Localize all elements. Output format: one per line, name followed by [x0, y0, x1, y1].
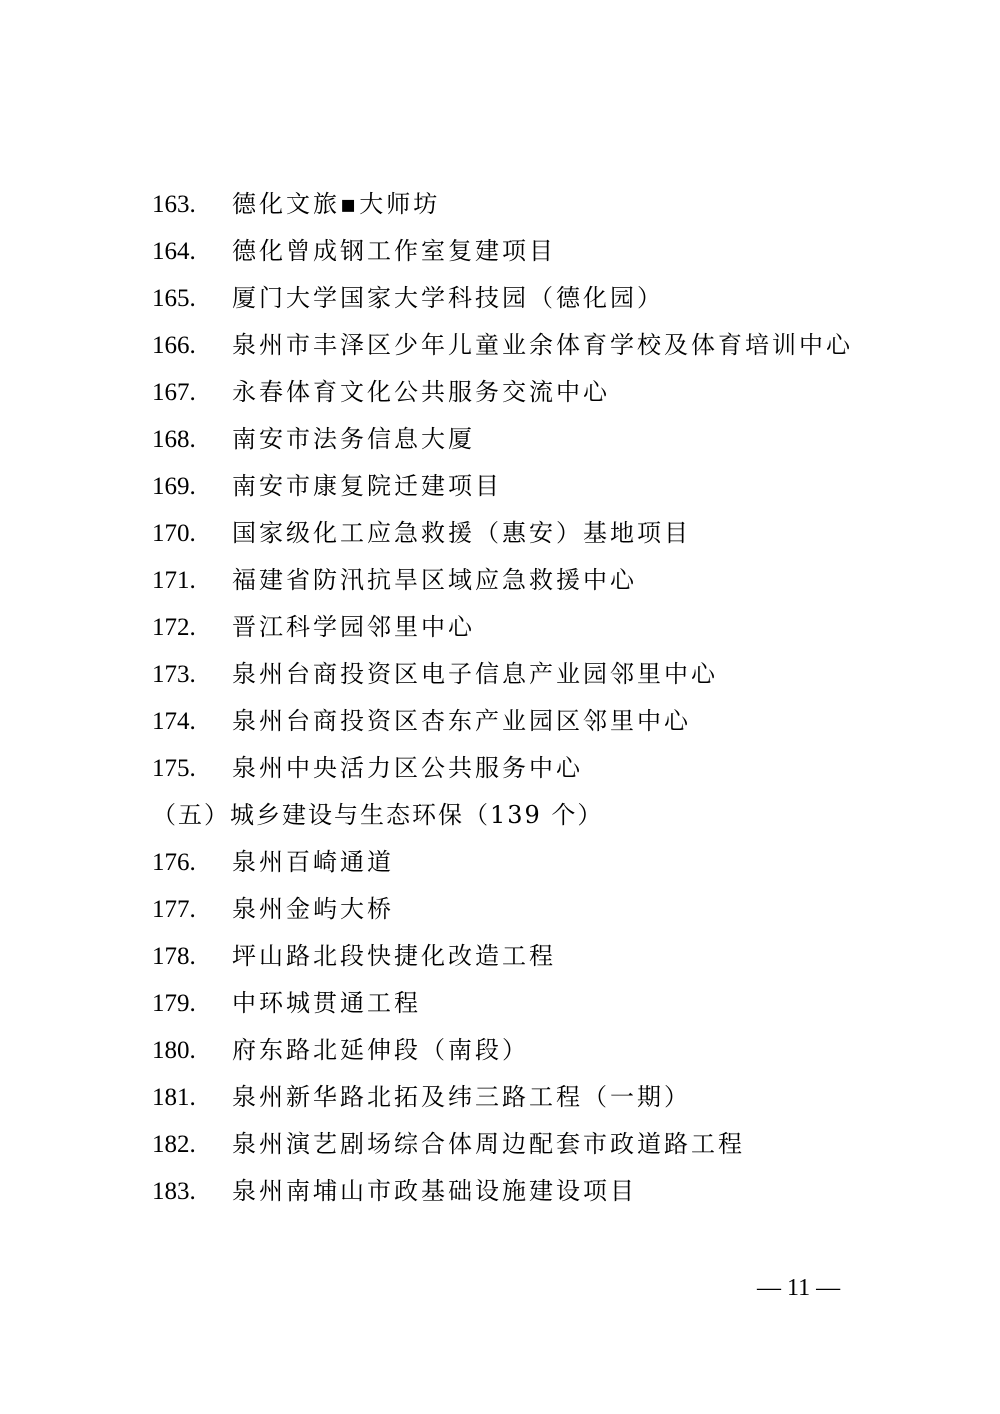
item-text: 德化曾成钢工作室复建项目 [232, 237, 556, 265]
list-item [152, 839, 952, 886]
list-item [152, 557, 952, 604]
item-text: 中环城贯通工程 [232, 989, 421, 1017]
list-item [152, 1168, 952, 1215]
item-text: 晋江科学园邻里中心 [232, 613, 475, 641]
list-item [152, 510, 952, 557]
item-number: 183. [152, 1178, 196, 1205]
item-text: 泉州百崎通道 [232, 848, 394, 876]
item-number: 181. [152, 1084, 196, 1111]
item-number: 164. [152, 238, 196, 265]
list-item [152, 604, 952, 651]
list-item [152, 1121, 952, 1168]
item-number: 167. [152, 379, 196, 406]
item-number: 165. [152, 285, 196, 312]
item-text: 泉州台商投资区杏东产业园区邻里中心 [232, 707, 691, 735]
section-heading-text: （五）城乡建设与生态环保（139 个） [152, 801, 604, 829]
item-number: 182. [152, 1131, 196, 1158]
item-number: 178. [152, 943, 196, 970]
item-text: 泉州市丰泽区少年儿童业余体育学校及体育培训中心 [232, 331, 853, 359]
item-number: 168. [152, 426, 196, 453]
page-number: — 11 — [757, 1275, 841, 1301]
list-item [152, 322, 952, 369]
item-text: 南安市法务信息大厦 [232, 425, 475, 453]
item-number: 171. [152, 567, 196, 594]
item-number: 176. [152, 849, 196, 876]
list-item [152, 275, 952, 322]
list-item [152, 886, 952, 933]
item-text: 厦门大学国家大学科技园（德化园） [232, 284, 664, 312]
list-item [152, 416, 952, 463]
item-text: 泉州演艺剧场综合体周边配套市政道路工程 [232, 1130, 745, 1158]
item-text: 福建省防汛抗旱区域应急救援中心 [232, 566, 637, 594]
section-heading [152, 792, 952, 839]
list-item [152, 745, 952, 792]
item-text: 泉州中央活力区公共服务中心 [232, 754, 583, 782]
item-number: 179. [152, 990, 196, 1017]
item-number: 170. [152, 520, 196, 547]
item-text: 泉州新华路北拓及纬三路工程（一期） [232, 1083, 691, 1111]
list-item [152, 698, 952, 745]
item-number: 180. [152, 1037, 196, 1064]
item-number: 169. [152, 473, 196, 500]
item-text: 泉州南埔山市政基础设施建设项目 [232, 1177, 637, 1205]
item-number: 177. [152, 896, 196, 923]
item-number: 174. [152, 708, 196, 735]
item-text: 永春体育文化公共服务交流中心 [232, 378, 610, 406]
list-item [152, 651, 952, 698]
list-item [152, 369, 952, 416]
item-text: 南安市康复院迁建项目 [232, 472, 502, 500]
list-item [152, 933, 952, 980]
item-text: 坪山路北段快捷化改造工程 [232, 942, 556, 970]
list-item [152, 980, 952, 1027]
list-item [152, 463, 952, 510]
item-text: 国家级化工应急救援（惠安）基地项目 [232, 519, 691, 547]
list-item [152, 228, 952, 275]
list-item [152, 181, 952, 228]
item-number: 166. [152, 332, 196, 359]
item-number: 163. [152, 191, 196, 218]
item-number: 173. [152, 661, 196, 688]
item-text: 泉州金屿大桥 [232, 895, 394, 923]
item-number: 175. [152, 755, 196, 782]
project-list [152, 181, 952, 1215]
item-text: 德化文旅▪大师坊 [232, 190, 441, 218]
list-item [152, 1074, 952, 1121]
item-number: 172. [152, 614, 196, 641]
item-text: 泉州台商投资区电子信息产业园邻里中心 [232, 660, 718, 688]
item-text: 府东路北延伸段（南段） [232, 1036, 529, 1064]
list-item [152, 1027, 952, 1074]
